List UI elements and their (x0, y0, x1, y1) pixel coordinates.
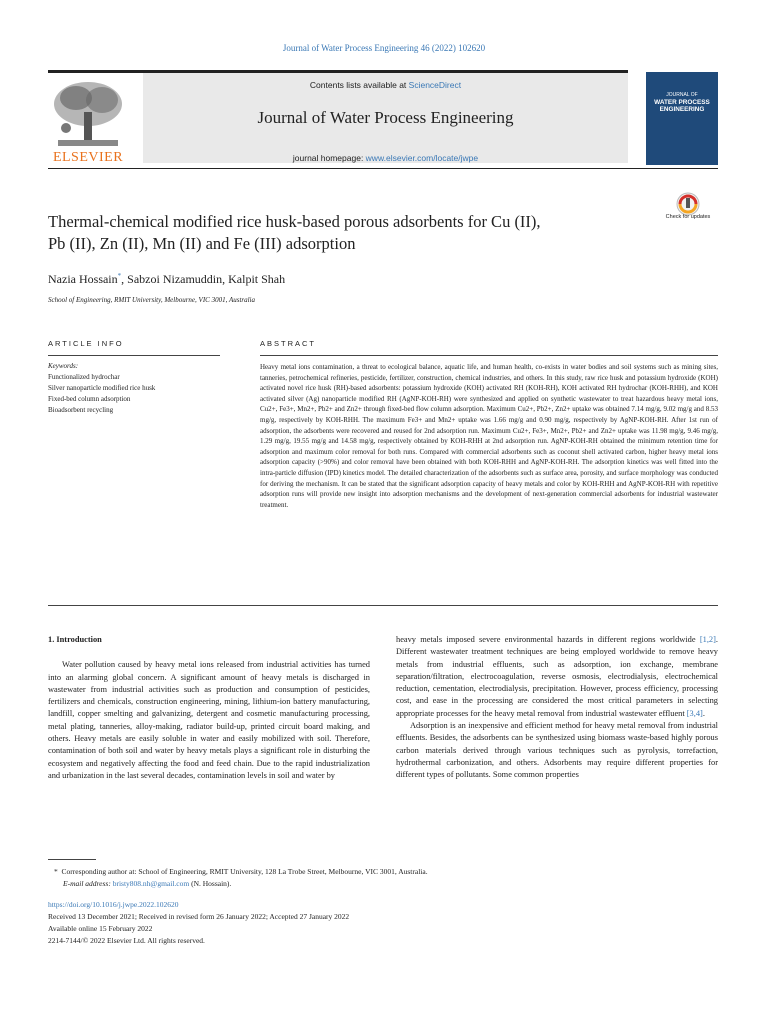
keyword: Silver nanoparticle modified rice husk (48, 384, 156, 392)
copyright: 2214-7144/© 2022 Elsevier Ltd. All rights reserved. (48, 936, 205, 945)
publisher-name: ELSEVIER (52, 150, 124, 165)
journal-cover-image[interactable] (646, 72, 718, 165)
available-online: Available online 15 February 2022 (48, 924, 153, 933)
title-line-2: Pb (II), Zn (II), Mn (II) and Fe (III) adsorption (48, 234, 356, 253)
email-label: E-mail address: (63, 879, 113, 888)
reference-link[interactable]: [1,2] (699, 635, 716, 644)
para-text: heavy metals imposed severe environmental hazards in different regions worldwide (396, 635, 700, 644)
corresponding-footnote (48, 866, 718, 878)
corresponding-mark[interactable]: * (117, 272, 122, 280)
para-text: . (702, 708, 705, 718)
intro-left-column (48, 634, 370, 782)
footnote-mark: * (54, 867, 58, 876)
footnote-rule (48, 859, 96, 860)
banner-bottom-rule (48, 168, 718, 169)
intro-paragraph: Adsorption is an inexpensive and efficient method for heavy metal removal from industrial effluents. Besides, the adsorbents can be synthesized using biomass waste-based highly porous carbon materials derived through various techniques such as pyrolysis, torrefaction, hydrothermal carbonization, and others. Adsorbents may require different properties for different types of pollutants. Some common properties (396, 721, 718, 780)
keyword: Fixed-bed column adsorption (48, 395, 131, 403)
email-footnote (63, 878, 733, 890)
homepage-link[interactable]: www.elsevier.com/locate/jwpe (365, 153, 479, 163)
article-info-rule (48, 355, 220, 356)
article-info-heading: ARTICLE INFO (48, 339, 124, 348)
intro-paragraph (396, 634, 718, 720)
contents-prefix: Contents lists available at (309, 80, 409, 90)
abstract-heading: ABSTRACT (260, 339, 317, 348)
abstract-rule (260, 355, 718, 356)
contents-line (143, 80, 628, 90)
keyword: Functionalized hydrochar (48, 373, 120, 381)
para-text: . Different wastewater treatment techniques are being employed worldwide to remove heavy metals from industrial effluents, such as adsorption, ion exchange, membrane separation/filtration, electrocoagulation, reverse osmosis, electrodialysis, electrochemical reduction, cementation, electrodialysis, precipitation. However, process efficiency, processing cost, and ease in the processing are considered the most critical parameters in selecting appropriate processes for the heavy metal removal from industrial wastewater effluent (396, 635, 718, 718)
intro-right-column (396, 634, 718, 782)
email-suffix: (N. Hossain). (189, 879, 232, 888)
check-for-updates-icon[interactable] (672, 192, 704, 232)
article-title (48, 211, 648, 255)
cover-line: JOURNAL OF (666, 92, 698, 98)
journal-title: Journal of Water Process Engineering (257, 108, 514, 127)
journal-citation[interactable]: Journal of Water Process Engineering 46 (2022) 102620 (282, 43, 486, 53)
footnote-text: Corresponding author at: School of Engineering, RMIT University, 128 La Trobe Street, Melbourne, VIC 3001, Australia. (61, 867, 428, 876)
keywords-label: Keywords: (48, 362, 79, 370)
author-names-rest: , Sabzoi Nizamuddin, Kalpit Shah (121, 272, 286, 286)
cover-line: ENGINEERING (659, 106, 705, 113)
author-list (48, 272, 285, 287)
sciencedirect-link[interactable]: ScienceDirect (408, 80, 462, 90)
check-for-updates-label: Check for updates (665, 214, 711, 220)
author-name[interactable]: Nazia Hossain (48, 272, 118, 286)
abstract-text: Heavy metal ions contamination, a threat to ecological balance, aquatic life, and human health, co-exists in water bodies and soil systems such as mining sites, tanneries, petrochemical refineries, pesticide, fertilizer, construction, chemical industries, and others. In this study, raw rice husk and potassium hydroxide (KOH) activated novel rice husk (RH)-based adsorbents: potassium hydroxide (KOH) activated RH (KOH-RH), KOH activated RH hydrochar (KOH-RHH), and KOH activated silver (Ag) nanoparticle modified RH (AgNP-KOH-RH) were synthesized and applied on synthetic wastewater to treat hazardous heavy metal ions, Cu2+, Fe3+, Mn2+, Pb2+ and Zn2+ through fixed-bed flow column adsorption. Maximum Cu2+, Pb2+, Zn2+ uptake was obtained 7.14 mg/g, 9.02 mg/g and 8.53 mg/g, respectively by KOH-RHH. The maximum Fe3+ and Mn2+ uptake was 1.66 mg/g and 0.90 mg/g, respectively by AgNP-KOH-RH. After 1st run of adsorption, the adsorbents were recovered and reused for 2nd adsorption run. Maximum Cu2+, Fe3+, Mn2+, Pb2+ and Zn2+ uptake was 11.98 mg/g, 9.46 mg/g, 1.29 mg/g, 19.55 mg/g and 14.58 mg/g, respectively obtained by KOH-RHH at 2nd adsorption run. AgNP-KOH-RH obtained the minimum retention time for adsorption and maximum color removal for both runs. Compared with commercial adsorbents such as coconut shell activated carbon, higher heavy metal ions adsorption capacity (>90%) and color removal have been obtained with both KOH-RHH and AgNP-KOH-RH. The adsorption kinetics was well fitted into the intra-particle diffusion (IPD) kinetics model. The detailed characterization of the adsorbents such as surface area, porosity, and surface morphology was conducted for deriving the mechanism. It can be stated that the significant adsorption capacity of heavy metals and color by KOH-RHH and AgNP-KOH-RH with repetitive adsorption runs will provide new insight into adsorption mechanisms and the development of next-generation commercial adsorbents for industrial wastewater treatment. (260, 363, 718, 509)
abstract-bottom-rule (48, 605, 718, 606)
doi-link[interactable]: https://doi.org/10.1016/j.jwpe.2022.102620 (48, 900, 179, 909)
journal-cover-title (648, 92, 716, 113)
reference-link[interactable]: [3,4] (686, 708, 703, 718)
homepage-prefix: journal homepage: (292, 153, 366, 163)
received-dates: Received 13 December 2021; Received in revised form 26 January 2022; Accepted 27 January 2022 (48, 912, 350, 921)
keyword: Bioadsorbent recycling (48, 406, 114, 414)
section-heading: 1. Introduction (48, 635, 102, 644)
email-link[interactable]: bristy808.nh@gmail.com (112, 879, 190, 888)
intro-paragraph: Water pollution caused by heavy metal ions released from industrial activities has turned into an alarming global concern. A significant amount of heavy metals is discharged in wastewater from industrial activities such as production and consumption of pesticides, fertilizers and chemicals, construction engineering, mining, lithium-ion battery manufacturing, landfill, copper smelting and galvanizing, detergent and cosmetic manufacturing processing, metal plating, tanneries, alloy-making, radiator build-up, printed circuit board making, and others. Heavy metals are easily soluble in water and easily mobilized with soil. Therefore, contamination of both soil and water by heavy metals plays a significant role in disturbing the ecosystem and negatively affecting the food and feed chain. Due to the rapid industrialization and urbanization in the last several decades, contamination levels in soil and water by (48, 660, 370, 780)
affiliation: School of Engineering, RMIT University, Melbourne, VIC 3001, Australia (48, 296, 255, 304)
title-line-1: Thermal-chemical modified rice husk-based porous adsorbents for Cu (II), (48, 212, 541, 231)
cover-line: WATER PROCESS (654, 99, 710, 106)
homepage-line (143, 153, 628, 163)
